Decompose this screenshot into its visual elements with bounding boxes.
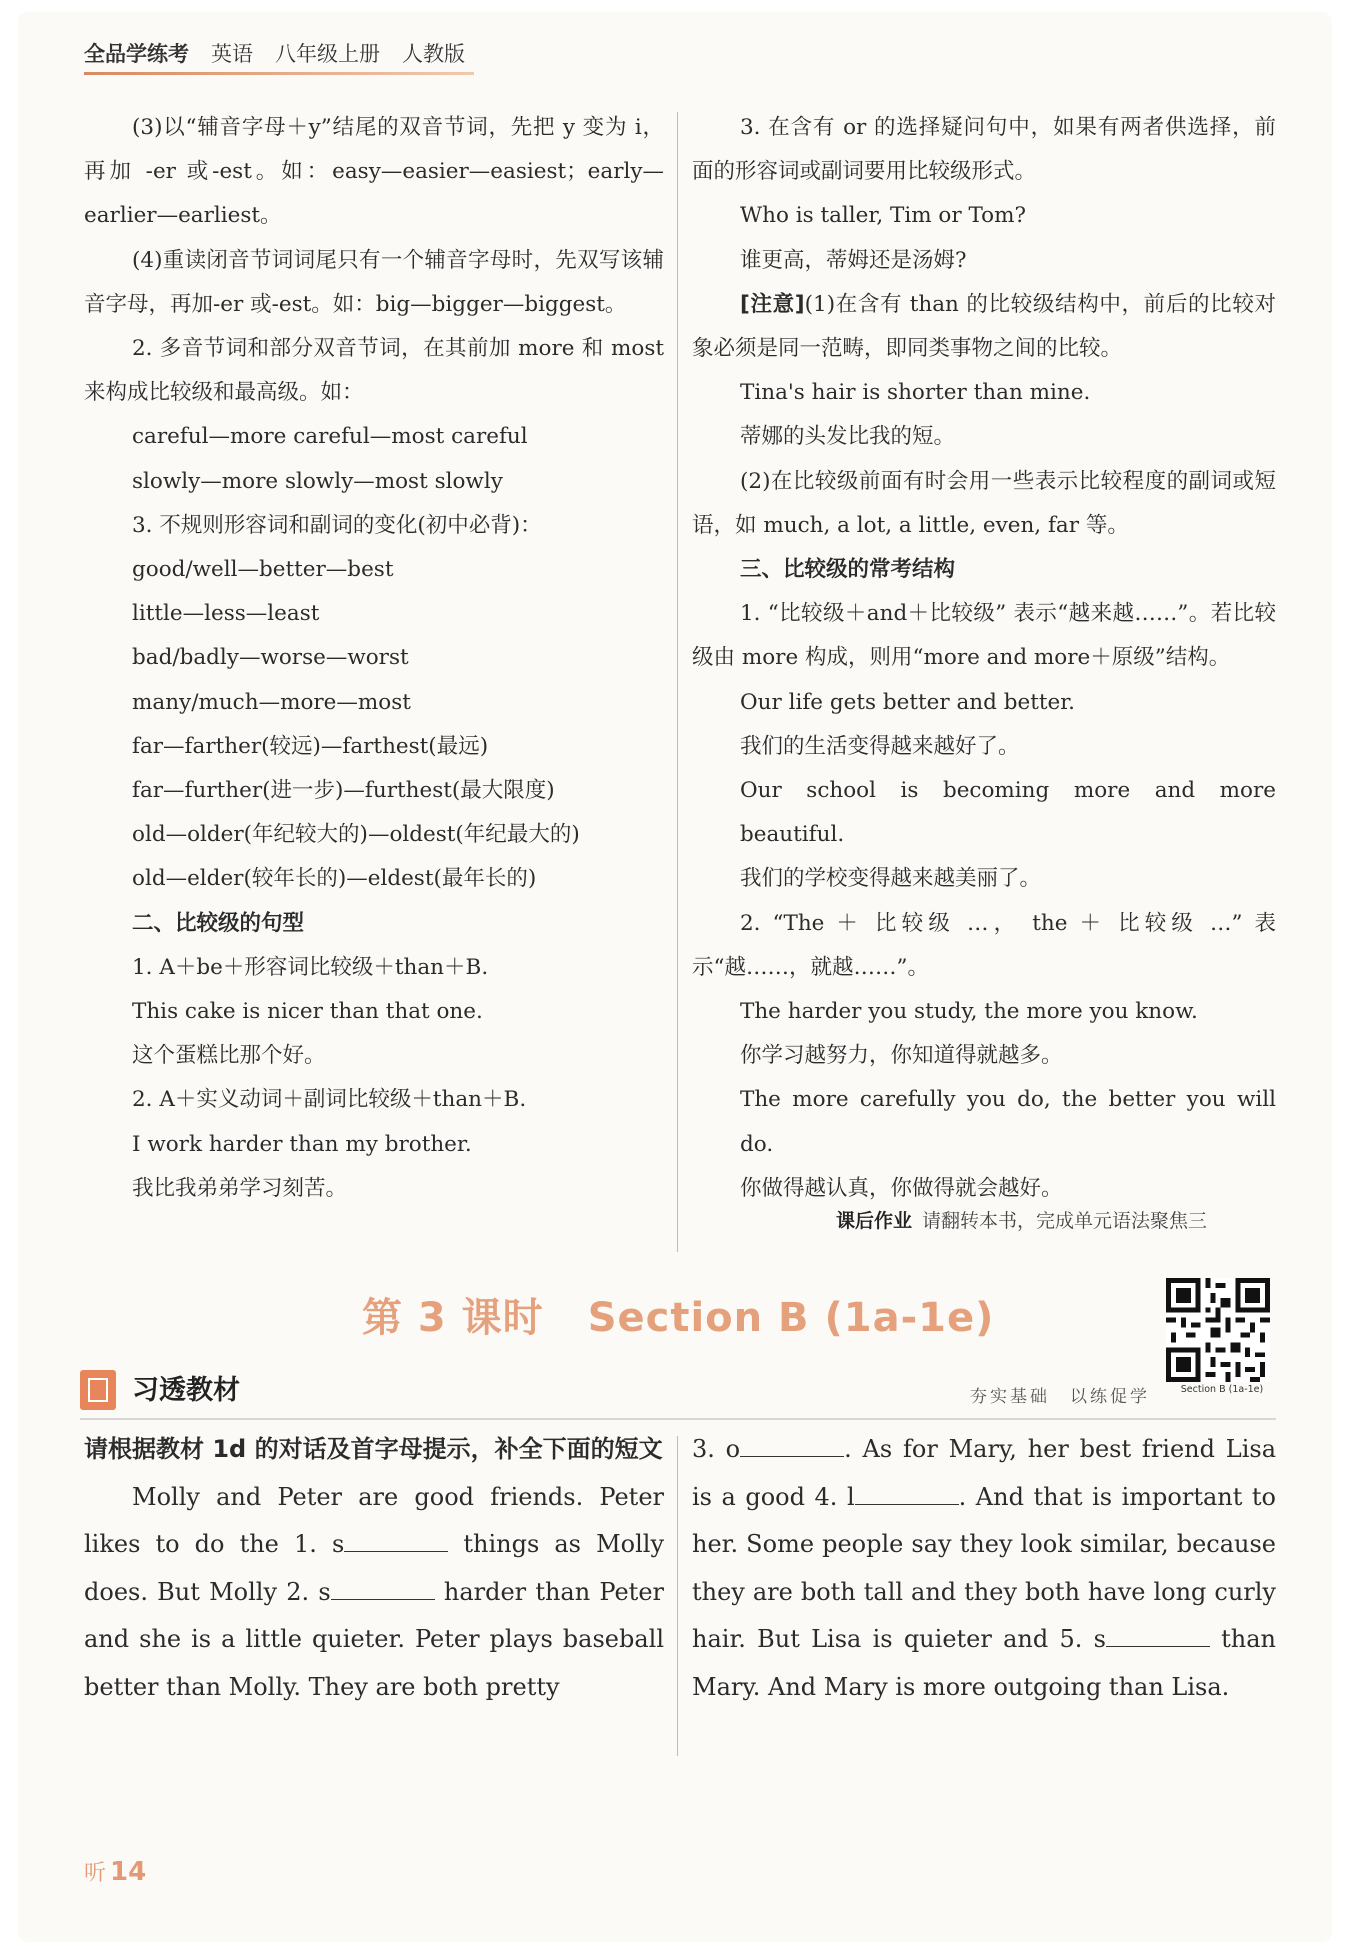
example-line: old—older(年纪较大的)—oldest(年纪最大的) — [132, 822, 580, 848]
example-line: The harder you study, the more you know. — [740, 999, 1198, 1025]
example-line: Tina's hair is shorter than mine. — [740, 380, 1091, 406]
lesson-section: Section B (1a-1e) — [587, 1295, 995, 1341]
page-number: 14 — [110, 1857, 147, 1887]
column-divider — [677, 1436, 678, 1756]
answer-blank-2[interactable] — [331, 1575, 435, 1600]
translation-line: 我们的学校变得越来越美丽了。 — [740, 866, 1042, 892]
example-line: bad/badly—worse—worst — [132, 645, 409, 671]
example-line: Who is taller, Tim or Tom? — [740, 203, 1027, 229]
rule-paragraph: (4)重读闭音节词词尾只有一个辅音字母时，先双写该辅音字母，再加-er 或-est。如：big—bigger—biggest。 — [84, 247, 664, 317]
translation-line: 你做得越认真，你做得就会越好。 — [740, 1175, 1063, 1201]
note-tag: [注意] — [740, 291, 805, 317]
page-footer — [84, 1856, 146, 1887]
brand-label: 全品学练考 — [84, 42, 189, 66]
book-header — [84, 38, 465, 68]
homework-tag: 课后作业 — [836, 1210, 913, 1232]
rule-paragraph: 3. 在含有 or 的选择疑问句中，如果有两者供选择，前面的形容词或副词要用比较级形式。 — [692, 115, 1276, 185]
rule-paragraph: 3. 不规则形容词和副词的变化(初中必背)： — [132, 512, 542, 538]
answer-blank-4[interactable] — [855, 1480, 959, 1505]
listen-label: 听 — [84, 1861, 107, 1886]
translation-line: 这个蛋糕比那个好。 — [132, 1043, 326, 1069]
exercise-instruction: 请根据教材 1d 的对话及首字母提示，补全下面的短文 — [84, 1435, 663, 1463]
textbook-icon — [80, 1370, 116, 1410]
section-bar — [80, 1366, 1150, 1418]
translation-line: 蒂娜的头发比我的短。 — [740, 424, 956, 450]
passage-text: than Mary. And Mary is more outgoing than Lisa. — [692, 1625, 1277, 1701]
example-line: slowly—more slowly—most slowly — [132, 468, 503, 494]
example-line: careful—more careful—most careful — [132, 424, 528, 450]
example-line: far—further(进一步)—furthest(最大限度) — [132, 778, 555, 804]
translation-line: 谁更高，蒂姆还是汤姆? — [740, 247, 967, 273]
subject-label: 英语 — [211, 42, 253, 66]
answer-blank-5[interactable] — [1106, 1622, 1210, 1647]
answer-blank-1[interactable] — [344, 1527, 448, 1552]
note-text: (1)在含有 than 的比较级结构中，前后的比较对象必须是同一范畴，即同类事物之间的比较。 — [692, 291, 1276, 362]
answer-blank-3[interactable] — [740, 1432, 844, 1457]
note-paragraph — [692, 283, 1276, 371]
example-line: good/well—better—best — [132, 557, 394, 583]
section-heading: 二、比较级的句型 — [132, 910, 305, 936]
exercise-passage — [84, 1474, 664, 1712]
passage-text: . And that is important to her. Some people say they look similar, because they are both tall and they both have long curly hair. But Lisa is quieter and 5. s — [692, 1482, 1277, 1653]
column-divider — [677, 112, 678, 1252]
translation-line: 你学习越努力，你知道得就越多。 — [740, 1043, 1063, 1069]
note-paragraph: (2)在比较级前面有时会用一些表示比较程度的副词或短语，如 much, a lot, a little, even, far 等。 — [692, 468, 1276, 538]
rule-paragraph: 1. “比较级＋and＋比较级” 表示“越来越……”。若比较级由 more 构成，则用“more and more＋原级”结构。 — [692, 601, 1276, 671]
pattern-line: 1. A＋be＋形容词比较级＋than＋B. — [132, 954, 489, 980]
section-rule — [80, 1418, 1276, 1420]
grade-label: 八年级上册 — [275, 42, 380, 66]
section-slogan: 夯实基础 以练促学 — [970, 1387, 1150, 1407]
homework-text: 请翻转本书，完成单元语法聚焦三 — [922, 1210, 1208, 1232]
section-heading: 三、比较级的常考结构 — [740, 557, 956, 583]
right-column — [692, 106, 1276, 1211]
qr-code-icon[interactable] — [1166, 1278, 1270, 1382]
pattern-line: 2. A＋实义动词＋副词比较级＋than＋B. — [132, 1087, 527, 1113]
lesson-title — [362, 1286, 994, 1343]
passage-text: . As for Mary, her best friend Lisa is a good 4. l — [692, 1435, 1276, 1511]
example-line: I work harder than my brother. — [132, 1131, 472, 1157]
example-line: old—elder(较年长的)—eldest(最年长的) — [132, 866, 537, 892]
edition-label: 人教版 — [402, 42, 465, 66]
passage-text: Molly and Peter are good friends. Peter likes to do the 1. s — [84, 1482, 664, 1558]
passage-text: things as Molly does. But Molly 2. s — [84, 1530, 665, 1606]
lesson-number: 第 3 课时 — [362, 1295, 544, 1341]
translation-line: 我们的生活变得越来越好了。 — [740, 733, 1020, 759]
example-line: Our school is becoming more and more beautiful. — [740, 778, 1276, 848]
example-line: The more carefully you do, the better you will do. — [740, 1087, 1276, 1157]
left-column — [84, 106, 664, 1211]
rule-paragraph: 2. “The ＋ 比较级 …， the ＋ 比较级 …” 表示“越……，就越……”。 — [692, 910, 1276, 980]
exercise-passage — [692, 1426, 1276, 1711]
example-line: Our life gets better and better. — [740, 689, 1075, 715]
example-line: little—less—least — [132, 601, 320, 627]
translation-line: 我比我弟弟学习刻苦。 — [132, 1175, 348, 1201]
example-line: many/much—more—most — [132, 689, 411, 715]
homework-note — [836, 1206, 1207, 1233]
section-title: 习透教材 — [132, 1375, 240, 1406]
qr-caption: Section B (1a-1e) — [1180, 1384, 1264, 1395]
header-rule — [84, 72, 474, 75]
exercise-left-column — [84, 1426, 664, 1711]
passage-text: harder than Peter and she is a little quieter. Peter plays baseball better than Molly. They are both pretty — [84, 1577, 664, 1701]
rule-paragraph: (3)以“辅音字母＋y”结尾的双音节词，先把 y 变为 i，再加 -er 或-est。如：easy—easier—easiest；early—earlier—earliest。 — [84, 115, 664, 229]
exercise-right-column — [692, 1426, 1276, 1711]
passage-text: 3. o — [692, 1435, 741, 1463]
example-line: far—farther(较远)—farthest(最远) — [132, 733, 489, 759]
rule-paragraph: 2. 多音节词和部分双音节词，在其前加 more 和 most 来构成比较级和最高级。如： — [84, 336, 664, 406]
example-line: This cake is nicer than that one. — [132, 999, 483, 1025]
